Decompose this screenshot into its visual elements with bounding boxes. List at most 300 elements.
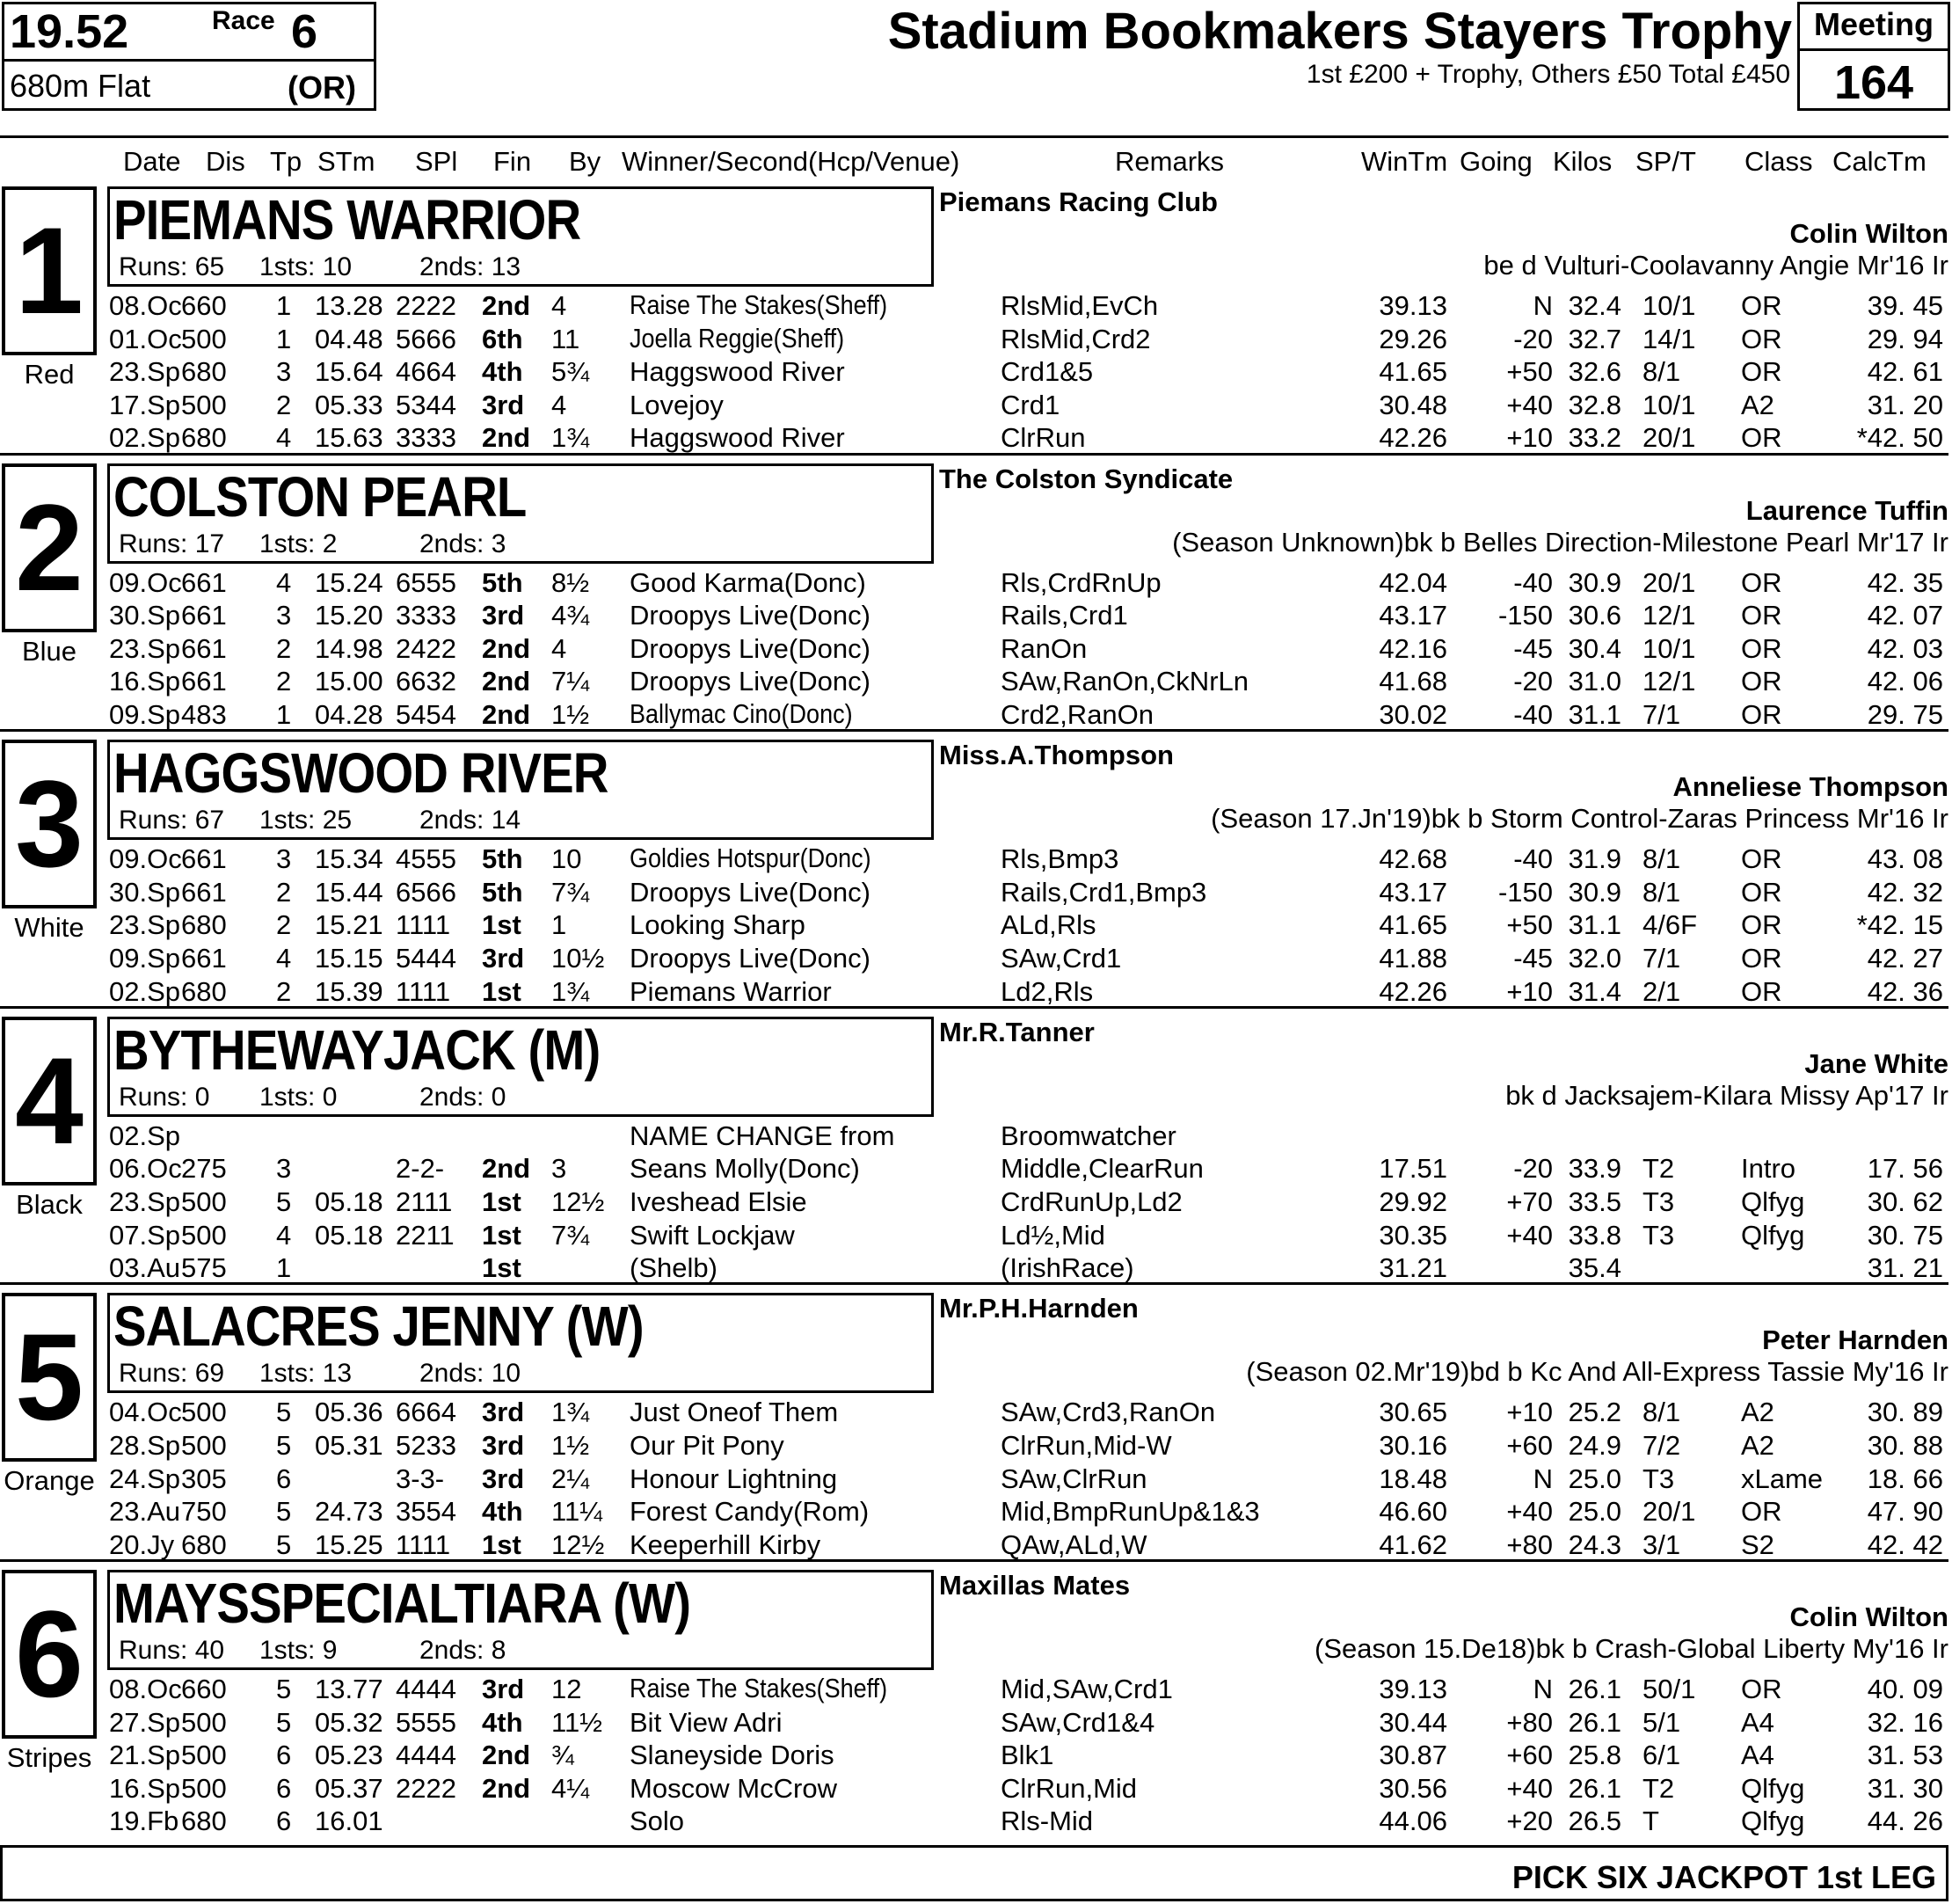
form-sp: 8/1	[1642, 876, 1681, 908]
form-going: N	[1533, 1674, 1553, 1704]
form-row	[0, 1740, 1952, 1772]
form-wintm: 44.06	[1379, 1806, 1447, 1837]
form-kilos: 26.5	[1568, 1806, 1621, 1837]
form-stm: 05.37	[315, 1772, 383, 1804]
runner-block	[0, 1289, 1952, 1566]
form-spl: 1111	[396, 909, 451, 941]
form-calc: 42. 32	[1867, 876, 1943, 908]
form-cls: S2	[1741, 1528, 1774, 1560]
form-sp: 8/1	[1642, 1397, 1681, 1428]
runner-name: MAYSSPECIALTIARA (W)	[113, 1572, 691, 1635]
form-calc: 29. 94	[1867, 323, 1943, 354]
trap-colour: Stripes	[6, 1742, 92, 1773]
form-stm: 05.33	[315, 389, 383, 420]
form-calc: 43. 08	[1867, 843, 1943, 875]
form-remarks: Rails,Crd1	[1001, 600, 1128, 631]
meeting-label: Meeting	[1813, 6, 1934, 42]
runner-seconds: 2nds: 13	[419, 252, 521, 281]
form-winner: Honour Lightning	[630, 1463, 838, 1494]
form-remarks: Mid,SAw,Crd1	[1001, 1674, 1173, 1704]
form-stm: 13.28	[315, 290, 383, 321]
form-stm: 15.34	[315, 843, 383, 875]
runner-trainer: Colin Wilton	[1789, 1601, 1948, 1632]
runner-block	[0, 460, 1952, 737]
form-dis: 661	[181, 876, 227, 908]
form-date: 21.Sp	[109, 1740, 181, 1771]
form-dis: 680	[181, 975, 227, 1007]
form-by: 1¾	[551, 1397, 590, 1428]
form-calc: 42. 27	[1867, 942, 1943, 974]
form-sp: T3	[1642, 1463, 1675, 1494]
runner-divider	[0, 1559, 1948, 1562]
form-cls: OR	[1741, 975, 1782, 1007]
form-stm: 04.28	[315, 698, 383, 730]
runner-runs: Runs: 67	[119, 806, 225, 835]
form-spl: 4444	[396, 1740, 456, 1771]
runner-breeding: bk d Jacksajem-Kilara Missy Ap'17 Ir	[1505, 1079, 1948, 1111]
form-cls: OR	[1741, 290, 1782, 321]
trap-number: 2	[2, 463, 97, 632]
form-date: 16.Sp	[109, 1772, 181, 1804]
form-date: 02.Sp	[109, 975, 181, 1007]
form-fin: 2nd	[482, 290, 531, 321]
form-row	[0, 1463, 1952, 1496]
form-date: 24.Sp	[109, 1463, 181, 1494]
form-row	[0, 1674, 1952, 1706]
form-winner: Seans Molly(Donc)	[630, 1153, 860, 1185]
form-going: +40	[1506, 389, 1553, 420]
page-border-bottom	[0, 1845, 1948, 1901]
form-tp: 2	[276, 632, 292, 664]
form-fin: 3rd	[482, 1463, 525, 1494]
runner-name-box	[107, 1017, 934, 1117]
form-tp: 3	[276, 600, 292, 631]
form-tp: 5	[276, 1496, 292, 1528]
form-sp: T	[1642, 1806, 1659, 1837]
footer-jackpot: PICK SIX JACKPOT 1st LEG	[1511, 1859, 1936, 1895]
form-by: 11½	[551, 1706, 603, 1738]
form-going: +50	[1506, 356, 1553, 388]
trap-number: 1	[2, 186, 97, 355]
form-wintm: 41.65	[1379, 356, 1447, 388]
form-stm: 15.25	[315, 1528, 383, 1560]
form-fin: 1st	[482, 909, 521, 941]
form-sp: 20/1	[1642, 422, 1696, 454]
form-kilos: 31.1	[1568, 909, 1621, 941]
form-winner: Joella Reggie(Sheff)	[630, 323, 845, 354]
form-cls: A4	[1741, 1706, 1774, 1738]
form-calc: 42. 03	[1867, 632, 1943, 664]
form-winner: (Shelb)	[630, 1252, 717, 1284]
form-remarks: Rls,Bmp3	[1001, 843, 1119, 875]
form-calc: 42. 35	[1867, 566, 1943, 598]
form-spl: 5454	[396, 698, 456, 730]
form-winner: Haggswood River	[630, 356, 845, 388]
form-row	[0, 1529, 1952, 1562]
form-by: 1	[551, 909, 567, 941]
form-by: 2¼	[551, 1463, 590, 1494]
form-dis: 500	[181, 1706, 227, 1738]
runner-name: PIEMANS WARRIOR	[113, 188, 581, 252]
form-calc: 30. 88	[1867, 1429, 1943, 1461]
form-remarks: RlsMid,EvCh	[1001, 290, 1159, 321]
form-kilos: 25.0	[1568, 1496, 1621, 1528]
form-cls: OR	[1741, 1674, 1782, 1704]
form-spl: 6664	[396, 1397, 456, 1428]
form-calc: 42. 61	[1867, 356, 1943, 388]
form-fin: 5th	[482, 566, 523, 598]
col-date: Date	[123, 146, 181, 177]
col-dis: Dis	[206, 146, 245, 177]
form-spl: 5233	[396, 1429, 456, 1461]
form-calc: 29. 75	[1867, 698, 1943, 730]
form-sp: 20/1	[1642, 566, 1696, 598]
form-date: 20.Jy	[109, 1528, 175, 1560]
form-sp: T2	[1642, 1772, 1675, 1804]
form-dis: 483	[181, 698, 227, 730]
form-date: 02.Sp	[109, 1120, 181, 1151]
form-wintm: 30.44	[1379, 1706, 1447, 1738]
form-wintm: 46.60	[1379, 1496, 1447, 1528]
runner-trainer: Colin Wilton	[1789, 218, 1948, 249]
form-spl: 2222	[396, 290, 456, 321]
form-row	[0, 600, 1952, 632]
form-row	[0, 567, 1952, 600]
form-wintm: 39.13	[1379, 1674, 1447, 1704]
form-cls: Qlfyg	[1741, 1806, 1805, 1837]
form-going: +70	[1506, 1185, 1553, 1217]
form-cls: Intro	[1741, 1153, 1796, 1185]
form-dis: 661	[181, 843, 227, 875]
form-fin: 3rd	[482, 1397, 525, 1428]
form-stm: 24.73	[315, 1496, 383, 1528]
form-winner: Moscow McCrow	[630, 1772, 837, 1804]
trap-number: 5	[2, 1293, 97, 1462]
form-calc: 31. 53	[1867, 1740, 1943, 1771]
form-calc: 17. 56	[1867, 1153, 1943, 1185]
meeting-box	[1797, 2, 1950, 111]
form-fin: 2nd	[482, 1740, 531, 1771]
race-info-box	[2, 2, 376, 111]
form-sp: 7/1	[1642, 942, 1681, 974]
form-winner: Slaneyside Doris	[630, 1740, 834, 1771]
form-calc: *42. 15	[1856, 909, 1943, 941]
runner-breeding: (Season Unknown)bk b Belles Direction-Milestone Pearl Mr'17 Ir	[1172, 526, 1948, 558]
form-winner: Solo	[630, 1806, 685, 1837]
form-by: ¾	[551, 1740, 574, 1771]
form-cls: OR	[1741, 876, 1782, 908]
form-winner: Swift Lockjaw	[630, 1219, 795, 1251]
form-tp: 2	[276, 389, 292, 420]
runner-divider	[0, 1006, 1948, 1009]
form-stm: 04.48	[315, 323, 383, 354]
runner-seconds: 2nds: 3	[419, 529, 506, 558]
form-sp: 5/1	[1642, 1706, 1681, 1738]
form-remarks: SAw,Crd3,RanOn	[1001, 1397, 1216, 1428]
form-stm: 16.01	[315, 1806, 383, 1837]
form-dis: 500	[181, 1397, 227, 1428]
form-cls: OR	[1741, 323, 1782, 354]
runner-seconds: 2nds: 8	[419, 1636, 506, 1665]
form-kilos: 32.8	[1568, 389, 1621, 420]
form-calc: 42. 42	[1867, 1528, 1943, 1560]
form-going: +10	[1506, 422, 1553, 454]
form-remarks: (IrishRace)	[1001, 1252, 1134, 1284]
form-dis: 661	[181, 566, 227, 598]
runner-seconds: 2nds: 0	[419, 1082, 506, 1112]
form-remarks: Crd1&5	[1001, 356, 1094, 388]
form-date: 27.Sp	[109, 1706, 181, 1738]
form-by: 10½	[551, 942, 605, 974]
form-dis: 680	[181, 909, 227, 941]
runner-owner: Mr.P.H.Harnden	[939, 1293, 1139, 1324]
form-row	[0, 1120, 1952, 1153]
form-row	[0, 1806, 1952, 1838]
form-calc: 30. 89	[1867, 1397, 1943, 1428]
form-tp: 3	[276, 1153, 292, 1185]
form-dis: 750	[181, 1496, 227, 1528]
form-dis: 305	[181, 1463, 227, 1494]
form-by: 3	[551, 1153, 567, 1185]
form-row	[0, 633, 1952, 666]
form-going: +20	[1506, 1806, 1553, 1837]
col-remarks: Remarks	[1115, 146, 1225, 177]
form-sp: 14/1	[1642, 323, 1696, 354]
form-spl: 6566	[396, 876, 456, 908]
form-sp: T3	[1642, 1219, 1675, 1251]
runner-name-box	[107, 186, 934, 287]
form-wintm: 30.48	[1379, 389, 1447, 420]
form-fin: 3rd	[482, 1674, 525, 1704]
trap-number: 3	[2, 740, 97, 908]
form-dis: 500	[181, 323, 227, 354]
form-fin: 3rd	[482, 942, 525, 974]
form-remarks: SAw,Crd1&4	[1001, 1706, 1155, 1738]
form-date: 09.Oc	[109, 566, 182, 598]
form-stm: 15.21	[315, 909, 383, 941]
form-kilos: 25.0	[1568, 1463, 1621, 1494]
form-remarks: Crd1	[1001, 389, 1060, 420]
form-dis: 661	[181, 632, 227, 664]
form-fin: 2nd	[482, 422, 531, 454]
form-sp: 2/1	[1642, 975, 1681, 1007]
form-wintm: 31.21	[1379, 1252, 1447, 1284]
form-going: -45	[1513, 942, 1553, 974]
form-date: 16.Sp	[109, 666, 181, 697]
form-fin: 1st	[482, 1528, 521, 1560]
form-date: 23.Au	[109, 1496, 181, 1528]
form-remarks: Rls-Mid	[1001, 1806, 1094, 1837]
form-kilos: 25.8	[1568, 1740, 1621, 1771]
form-winner: NAME CHANGE from	[630, 1120, 895, 1151]
runner-breeding: be d Vulturi-Coolavanny Angie Mr'16 Ir	[1483, 250, 1948, 281]
form-by: 1¾	[551, 975, 590, 1007]
form-going: -150	[1497, 876, 1553, 908]
form-dis: 661	[181, 666, 227, 697]
col-tp: Tp	[270, 146, 302, 177]
col-fin: Fin	[493, 146, 532, 177]
form-wintm: 30.35	[1379, 1219, 1447, 1251]
form-by: 4¾	[551, 600, 590, 631]
form-spl: 2422	[396, 632, 456, 664]
form-fin: 2nd	[482, 1153, 531, 1185]
form-spl: 3-3-	[396, 1463, 445, 1494]
form-row	[0, 324, 1952, 356]
form-by: 12½	[551, 1528, 605, 1560]
form-tp: 5	[276, 1674, 292, 1704]
runner-firsts: 1sts: 25	[259, 806, 353, 835]
runner-firsts: 1sts: 10	[259, 252, 353, 281]
runner-block	[0, 736, 1952, 1013]
form-spl: 2111	[396, 1185, 453, 1217]
form-kilos: 24.3	[1568, 1528, 1621, 1560]
form-going: +40	[1506, 1772, 1553, 1804]
runner-name-box	[107, 1570, 934, 1670]
form-kilos: 32.6	[1568, 356, 1621, 388]
form-winner: Goldies Hotspur(Donc)	[630, 843, 871, 873]
form-date: 23.Sp	[109, 1185, 181, 1217]
form-remarks: Ld½,Mid	[1001, 1219, 1105, 1251]
runner-owner: Maxillas Mates	[939, 1570, 1131, 1601]
runner-runs: Runs: 17	[119, 529, 225, 558]
form-dis: 500	[181, 1740, 227, 1771]
col-class: Class	[1744, 146, 1813, 177]
form-sp: 8/1	[1642, 843, 1681, 875]
form-kilos: 31.1	[1568, 698, 1621, 730]
form-fin: 4th	[482, 356, 523, 388]
form-wintm: 29.26	[1379, 323, 1447, 354]
form-fin: 1st	[482, 1185, 521, 1217]
form-dis: 500	[181, 1219, 227, 1251]
form-stm: 05.23	[315, 1740, 383, 1771]
form-tp: 2	[276, 909, 292, 941]
race-label: Race	[212, 6, 275, 35]
form-spl: 4444	[396, 1674, 456, 1704]
form-wintm: 41.62	[1379, 1528, 1447, 1560]
form-calc: *42. 50	[1856, 422, 1943, 454]
form-calc: 31. 30	[1867, 1772, 1943, 1804]
form-kilos: 35.4	[1568, 1252, 1621, 1284]
form-fin: 2nd	[482, 666, 531, 697]
form-wintm: 42.68	[1379, 843, 1447, 875]
form-calc: 42. 07	[1867, 600, 1943, 631]
runner-seconds: 2nds: 10	[419, 1359, 521, 1389]
form-kilos: 26.1	[1568, 1706, 1621, 1738]
form-calc: 40. 09	[1867, 1674, 1943, 1704]
form-spl: 2-2-	[396, 1153, 445, 1185]
form-by: 11	[551, 323, 580, 354]
form-winner: Just Oneof Them	[630, 1397, 839, 1428]
form-row	[0, 909, 1952, 942]
race-grade: (OR)	[288, 69, 356, 106]
form-spl: 1111	[396, 975, 451, 1007]
col-kilos: Kilos	[1553, 146, 1613, 177]
form-stm: 15.63	[315, 422, 383, 454]
form-dis: 661	[181, 600, 227, 631]
form-wintm: 30.65	[1379, 1397, 1447, 1428]
form-fin: 1st	[482, 1252, 521, 1284]
form-cls: A2	[1741, 389, 1774, 420]
form-tp: 5	[276, 1528, 292, 1560]
form-date: 19.Fb	[109, 1806, 179, 1837]
runner-runs: Runs: 40	[119, 1636, 225, 1665]
form-by: 4	[551, 389, 567, 420]
form-calc: 31. 20	[1867, 389, 1943, 420]
form-row	[0, 1186, 1952, 1219]
form-tp: 6	[276, 1772, 292, 1804]
form-row	[0, 877, 1952, 909]
form-cls: OR	[1741, 566, 1782, 598]
form-calc: 47. 90	[1867, 1496, 1943, 1528]
runner-firsts: 1sts: 9	[259, 1636, 338, 1665]
form-tp: 1	[276, 698, 292, 730]
form-going: N	[1533, 1463, 1553, 1494]
form-sp: 12/1	[1642, 666, 1696, 697]
form-stm: 05.32	[315, 1706, 383, 1738]
form-winner: Droopys Live(Donc)	[630, 666, 870, 697]
form-by: 1½	[551, 698, 590, 730]
form-tp: 4	[276, 566, 292, 598]
form-remarks: RanOn	[1001, 632, 1088, 664]
form-sp: 4/6F	[1642, 909, 1698, 941]
form-wintm: 42.26	[1379, 422, 1447, 454]
form-date: 09.Sp	[109, 698, 181, 730]
runner-name: COLSTON PEARL	[113, 464, 527, 529]
form-row	[0, 943, 1952, 975]
form-tp: 2	[276, 666, 292, 697]
trap-number: 6	[2, 1570, 97, 1739]
form-dis: 680	[181, 1806, 227, 1837]
form-row	[0, 1220, 1952, 1252]
form-sp: T3	[1642, 1185, 1675, 1217]
form-row	[0, 699, 1952, 732]
form-by: 7¾	[551, 1219, 590, 1251]
runner-divider	[0, 729, 1948, 732]
form-winner: Ballymac Cino(Donc)	[630, 699, 853, 729]
form-kilos: 26.1	[1568, 1772, 1621, 1804]
form-fin: 3rd	[482, 600, 525, 631]
runner-breeding: (Season 15.De18)bk b Crash-Global Liberty My'16 Ir	[1315, 1633, 1948, 1664]
form-remarks: Ld2,Rls	[1001, 975, 1094, 1007]
form-tp: 4	[276, 1219, 292, 1251]
form-tp: 5	[276, 1429, 292, 1461]
form-cls: OR	[1741, 1496, 1782, 1528]
form-dis: 500	[181, 1185, 227, 1217]
form-calc: 31. 21	[1867, 1252, 1943, 1284]
form-calc: 44. 26	[1867, 1806, 1943, 1837]
runner-seconds: 2nds: 14	[419, 806, 521, 835]
form-tp: 2	[276, 876, 292, 908]
form-date: 17.Sp	[109, 389, 181, 420]
form-stm: 14.98	[315, 632, 383, 664]
form-going: +50	[1506, 909, 1553, 941]
form-row	[0, 976, 1952, 1009]
runner-runs: Runs: 0	[119, 1082, 210, 1112]
form-going: -20	[1513, 666, 1553, 697]
col-by: By	[569, 146, 601, 177]
form-wintm: 42.16	[1379, 632, 1447, 664]
form-stm: 15.15	[315, 942, 383, 974]
form-by: 4	[551, 632, 567, 664]
form-remarks: Broomwatcher	[1001, 1120, 1176, 1151]
form-wintm: 30.56	[1379, 1772, 1447, 1804]
form-dis: 500	[181, 1772, 227, 1804]
runner-name: BYTHEWAYJACK (M)	[113, 1018, 601, 1082]
form-winner: Haggswood River	[630, 422, 845, 454]
race-time: 19.52	[10, 5, 129, 58]
form-row	[0, 666, 1952, 698]
form-kilos: 30.9	[1568, 876, 1621, 908]
